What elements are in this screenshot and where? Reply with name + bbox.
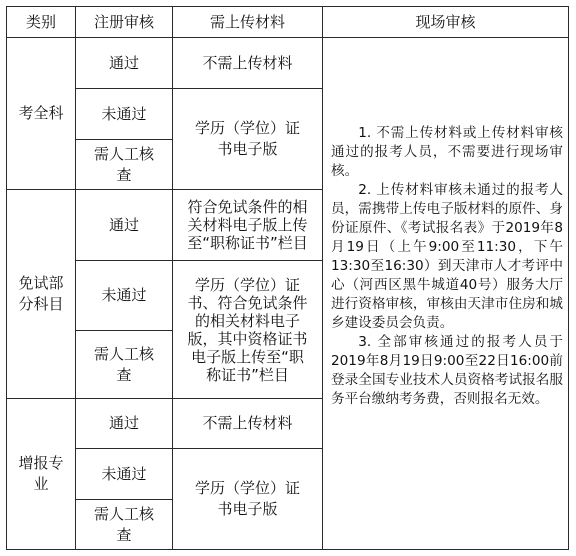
status-manual-check: 需人工核查 [94, 344, 155, 384]
status-passed: 通过 [108, 53, 139, 72]
material-diploma: 学历（学位）证书电子版 [194, 119, 300, 158]
status-failed: 未通过 [101, 464, 147, 483]
onsite-review-notes [331, 124, 563, 409]
header-upload-materials: 需上传材料 [209, 12, 285, 31]
status-manual-check: 需人工核查 [94, 504, 155, 544]
category-add-specialty: 增报专业 [18, 454, 64, 493]
header-category: 类别 [25, 12, 56, 31]
category-partial-exempt: 免试部分科目 [18, 274, 64, 313]
status-passed: 通过 [108, 414, 139, 432]
material-exempt-docs: 符合免试条件的相关材料电子版上传至“职称证书”栏目 [187, 198, 308, 252]
review-table [6, 6, 569, 550]
onsite-note-2: 2. 上传材料审核未通过的报考人员，需携带上传电子版材料的原件、身份证原件、《考试报名表》于2019年8月19日（上午9:00至11:30，下午13:30至16:30）到天津市人才考评中心（河西区黑牛城道40号）服务大厅进行资格审核，审核由天津市住房和城乡建设委员会负责。 [331, 182, 563, 331]
header-onsite-review: 现场审核 [415, 12, 476, 31]
onsite-note-1: 1. 不需上传材料或上传材料审核通过的报考人员，不需要进行现场审核。 [331, 125, 563, 179]
status-failed: 未通过 [101, 104, 147, 123]
category-full-subjects: 考全科 [18, 104, 64, 122]
status-passed: 通过 [108, 215, 139, 234]
status-manual-check: 需人工核查 [94, 144, 155, 184]
onsite-note-3: 3. 全部审核通过的报考人员于2019年8月19日9:00至22日16:00前登录全国专业技术人员资格考试报名服务平台缴纳考务费，否则报名无效。 [331, 334, 563, 407]
material-diploma-and-exempt: 学历（学位）证书、符合免试条件的相关材料电子版，其中资格证书电子版上传至“职称证书”栏目 [187, 275, 308, 384]
material-not-required: 不需上传材料 [202, 414, 293, 432]
material-diploma: 学历（学位）证书电子版 [194, 479, 300, 518]
header-registration-review: 注册审核 [93, 12, 154, 31]
status-failed: 未通过 [101, 286, 147, 304]
material-not-required: 不需上传材料 [202, 53, 293, 72]
